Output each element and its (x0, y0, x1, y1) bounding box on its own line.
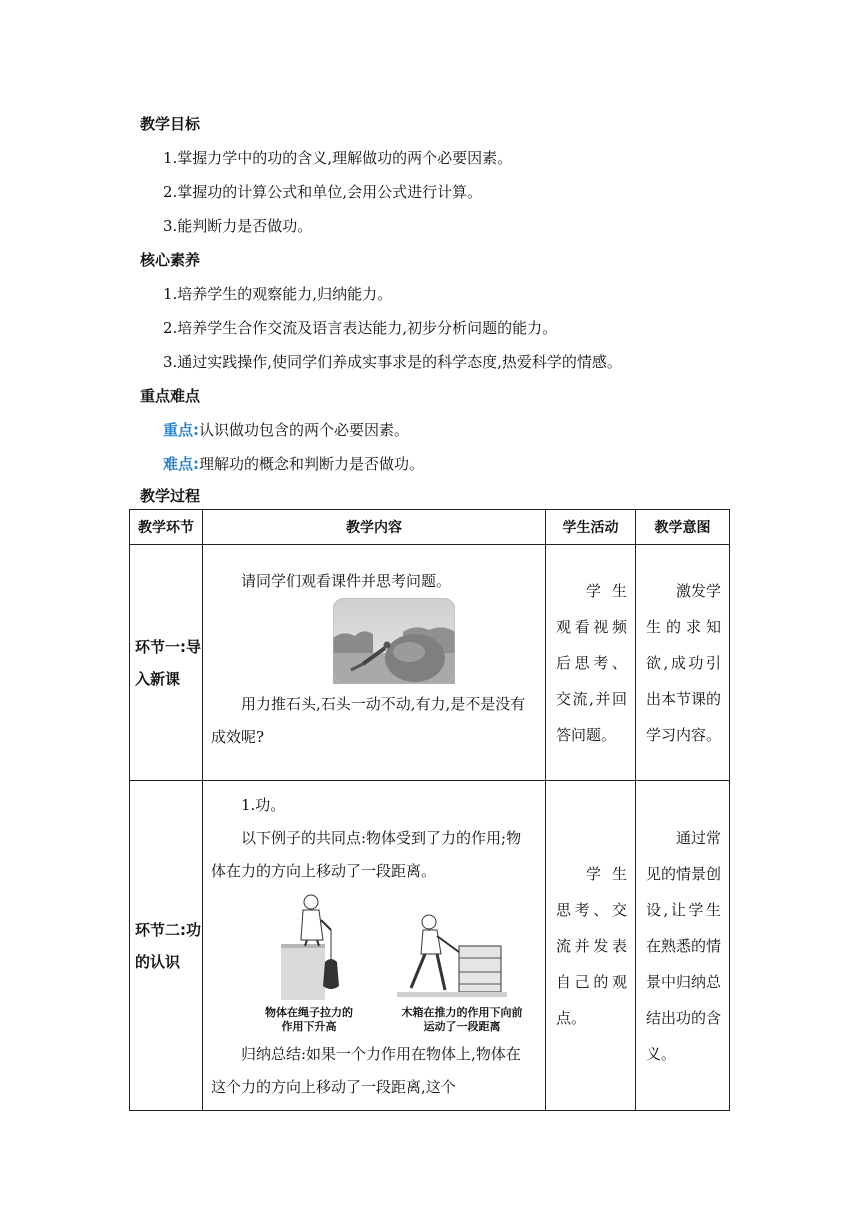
literacy-item: 1.培养学生的观察能力,归纳能力。 (163, 285, 393, 303)
key-point-line (163, 419, 409, 440)
caption-right: 木箱在推力的作用下向前运动了一段距离 (401, 1006, 523, 1033)
intent-text: 激发学生的求知欲,成功引出本节课的学习内容。 (646, 581, 722, 744)
header-activity: 学生活动 (546, 510, 636, 545)
header-intent: 教学意图 (636, 510, 730, 545)
content-summary: 归纳总结:如果一个力作用在物体上,物体在这个力的方向上移动了一段距离,这个 (211, 1045, 521, 1096)
content-heading: 1.功。 (241, 796, 286, 814)
difficult-point-line (163, 453, 424, 474)
objectives-title: 教学目标 (140, 115, 201, 133)
content-common: 以下例子的共同点:物体受到了力的作用;物体在力的方向上移动了一段距离。 (211, 829, 522, 880)
content-intro: 请同学们观看课件并思考问题。 (241, 572, 452, 590)
table-row (130, 781, 730, 1111)
key-text: 认识做功包含的两个必要因素。 (199, 421, 410, 439)
activity-cell (546, 545, 636, 781)
content-cell (203, 545, 546, 781)
activity-text: 学生观看视频后思考、交流,并回答问题。 (556, 581, 627, 744)
literacy-title: 核心素养 (140, 251, 201, 269)
key-label: 重点: (163, 421, 199, 439)
table-row (130, 545, 730, 781)
caption-left: 物体在绳子拉力的作用下升高 (265, 1006, 353, 1033)
difficult-label: 难点: (163, 455, 199, 473)
content-cell (203, 781, 546, 1111)
key-points-title: 重点难点 (140, 387, 201, 405)
boulder-photo (333, 598, 455, 684)
activity-text: 学生思考、交流并发表自己的观点。 (556, 864, 627, 1027)
objective-item: 1.掌握力学中的功的含义,理解做功的两个必要因素。 (163, 149, 513, 167)
process-title: 教学过程 (140, 487, 201, 505)
boulder-push-image (333, 598, 455, 684)
table-header-row (130, 510, 730, 545)
process-table (129, 509, 730, 1111)
literacy-item: 3.通过实践操作,使同学们养成实事求是的科学态度,热爱科学的情感。 (163, 353, 622, 371)
stage-cell: 环节二:功的认识 (130, 781, 203, 1111)
push-box-illustration (397, 896, 517, 1000)
header-content: 教学内容 (203, 510, 546, 545)
objective-item: 2.掌握功的计算公式和单位,会用公式进行计算。 (163, 183, 483, 201)
examples-figure (211, 888, 535, 1038)
objective-item: 3.能判断力是否做功。 (163, 217, 313, 235)
lift-bag-illustration (267, 890, 377, 1000)
intent-cell (636, 781, 730, 1111)
content-question: 用力推石头,石头一动不动,有力,是不是没有成效呢? (211, 695, 526, 746)
stage-cell: 环节一:导入新课 (130, 545, 203, 781)
header-stage: 教学环节 (130, 510, 203, 545)
difficult-text: 理解功的概念和判断力是否做功。 (199, 455, 425, 473)
literacy-item: 2.培养学生合作交流及语言表达能力,初步分析问题的能力。 (163, 319, 558, 337)
intent-text: 通过常见的情景创设,让学生在熟悉的情景中归纳总结出功的含义。 (646, 828, 722, 1063)
intent-cell (636, 545, 730, 781)
activity-cell (546, 781, 636, 1111)
